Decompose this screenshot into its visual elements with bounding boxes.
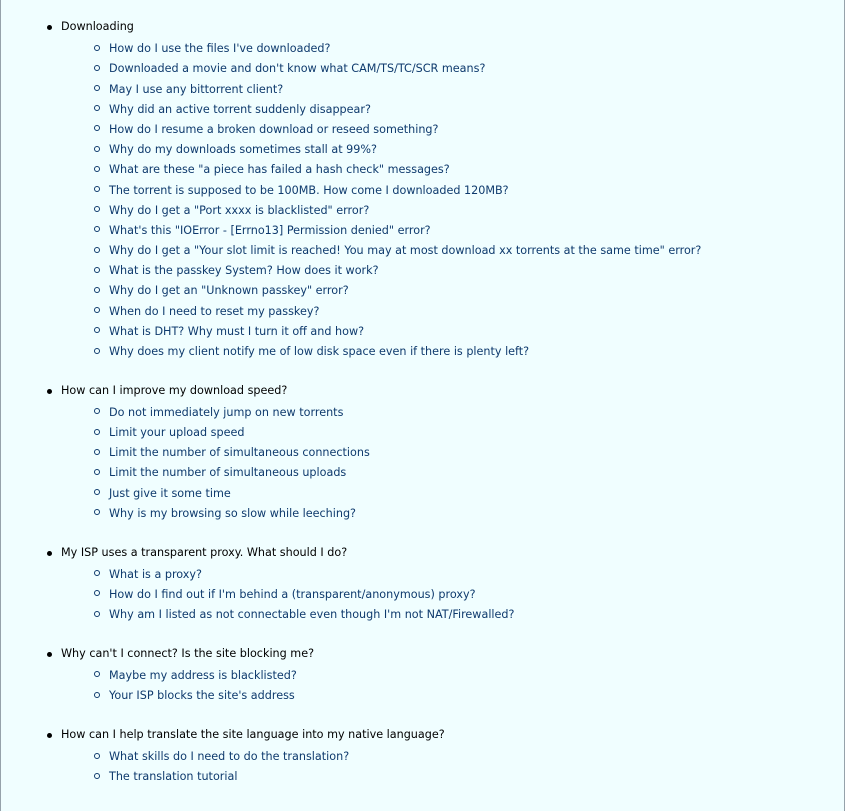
- circle-bullet-icon: [94, 590, 100, 596]
- list-item: [1, 482, 844, 502]
- faq-section-list: [1, 0, 844, 785]
- faq-section-cant-connect: [1, 644, 844, 705]
- circle-bullet-icon: [94, 429, 100, 435]
- list-item: [1, 259, 844, 279]
- circle-bullet-icon: [94, 469, 100, 475]
- circle-bullet-icon: [94, 166, 100, 172]
- circle-bullet-icon: [94, 45, 100, 51]
- circle-bullet-icon: [94, 247, 100, 253]
- list-item: [1, 219, 844, 239]
- circle-bullet-icon: [94, 611, 100, 617]
- circle-bullet-icon: [94, 327, 100, 333]
- faq-question-link[interactable]: Why do I get a "Your slot limit is reached! You may at most download xx torrents at the same time" error?: [109, 244, 702, 258]
- circle-bullet-icon: [94, 692, 100, 698]
- faq-section-downloading: [1, 17, 844, 360]
- list-item: [1, 441, 844, 461]
- list-item: [1, 239, 844, 259]
- faq-question-list: [1, 37, 844, 360]
- disc-bullet-icon: [47, 389, 52, 394]
- faq-question-link[interactable]: The torrent is supposed to be 100MB. How come I downloaded 120MB?: [109, 183, 509, 197]
- section-title: [1, 17, 844, 37]
- list-item: [1, 684, 844, 704]
- circle-bullet-icon: [94, 287, 100, 293]
- faq-question-link[interactable]: What is the passkey System? How does it work?: [109, 264, 379, 278]
- list-item: [1, 279, 844, 299]
- faq-question-link[interactable]: Why do I get a "Port xxxx is blacklisted" error?: [109, 203, 370, 217]
- faq-question-link[interactable]: Maybe my address is blacklisted?: [109, 668, 297, 682]
- list-item: [1, 320, 844, 340]
- faq-question-list: [1, 401, 844, 522]
- faq-question-link[interactable]: Your ISP blocks the site's address: [109, 689, 295, 703]
- list-item: [1, 421, 844, 441]
- faq-question-link[interactable]: Why am I listed as not connectable even though I'm not NAT/Firewalled?: [109, 608, 515, 622]
- list-item: [1, 78, 844, 98]
- faq-question-link[interactable]: Limit the number of simultaneous uploads: [109, 466, 347, 480]
- list-item: [1, 745, 844, 765]
- section-title-text: Why can't I connect? Is the site blocking me?: [61, 646, 315, 660]
- circle-bullet-icon: [94, 206, 100, 212]
- faq-question-link[interactable]: Just give it some time: [109, 486, 231, 500]
- list-item: [1, 57, 844, 77]
- circle-bullet-icon: [94, 267, 100, 273]
- faq-section-transparent-proxy: [1, 543, 844, 624]
- faq-question-link[interactable]: Why do my downloads sometimes stall at 99%?: [109, 143, 377, 157]
- faq-section-translate: [1, 725, 844, 786]
- faq-question-link[interactable]: Why did an active torrent suddenly disappear?: [109, 102, 371, 116]
- section-title-text: My ISP uses a transparent proxy. What should I do?: [61, 545, 348, 559]
- circle-bullet-icon: [94, 753, 100, 759]
- faq-question-link[interactable]: What is a proxy?: [109, 567, 202, 581]
- faq-question-link[interactable]: Why is my browsing so slow while leeching?: [109, 506, 356, 520]
- faq-question-list: [1, 664, 844, 704]
- list-item: [1, 502, 844, 522]
- faq-question-link[interactable]: Why do I get an "Unknown passkey" error?: [109, 284, 349, 298]
- faq-question-link[interactable]: Limit the number of simultaneous connections: [109, 446, 370, 460]
- list-item: [1, 583, 844, 603]
- faq-question-link[interactable]: What are these "a piece has failed a hash check" messages?: [109, 163, 450, 177]
- list-item: [1, 664, 844, 684]
- circle-bullet-icon: [94, 105, 100, 111]
- circle-bullet-icon: [94, 307, 100, 313]
- circle-bullet-icon: [94, 125, 100, 131]
- section-title: [1, 725, 844, 745]
- circle-bullet-icon: [94, 348, 100, 354]
- faq-question-link[interactable]: When do I need to reset my passkey?: [109, 304, 320, 318]
- section-title-text: How can I help translate the site language into my native language?: [61, 727, 445, 741]
- circle-bullet-icon: [94, 186, 100, 192]
- faq-question-list: [1, 745, 844, 785]
- list-item: [1, 563, 844, 583]
- faq-question-link[interactable]: Why does my client notify me of low disk space even if there is plenty left?: [109, 345, 530, 358]
- list-item: [1, 461, 844, 481]
- disc-bullet-icon: [47, 551, 52, 556]
- section-title: [1, 543, 844, 563]
- circle-bullet-icon: [94, 226, 100, 232]
- list-item: [1, 158, 844, 178]
- circle-bullet-icon: [94, 449, 100, 455]
- faq-question-link[interactable]: Downloaded a movie and don't know what CAM/TS/TC/SCR means?: [109, 62, 486, 76]
- faq-question-link[interactable]: What skills do I need to do the translation?: [109, 750, 350, 763]
- disc-bullet-icon: [47, 652, 52, 657]
- list-item: [1, 199, 844, 219]
- circle-bullet-icon: [94, 65, 100, 71]
- faq-question-link[interactable]: Limit your upload speed: [109, 426, 245, 440]
- list-item: [1, 138, 844, 158]
- section-title: [1, 381, 844, 401]
- faq-question-link[interactable]: How do I resume a broken download or reseed something?: [109, 122, 439, 136]
- list-item: [1, 401, 844, 421]
- faq-question-link[interactable]: Do not immediately jump on new torrents: [109, 405, 344, 419]
- section-title: [1, 644, 844, 664]
- list-item: [1, 300, 844, 320]
- faq-section-download-speed: [1, 381, 844, 522]
- faq-question-link[interactable]: How do I find out if I'm behind a (transparent/anonymous) proxy?: [109, 587, 476, 601]
- faq-question-link[interactable]: What is DHT? Why must I turn it off and how?: [109, 324, 365, 338]
- list-item: [1, 765, 844, 785]
- circle-bullet-icon: [94, 146, 100, 152]
- faq-question-link[interactable]: The translation tutorial: [109, 770, 238, 784]
- faq-question-link[interactable]: What's this "IOError - [Errno13] Permission denied" error?: [109, 223, 431, 237]
- circle-bullet-icon: [94, 671, 100, 677]
- circle-bullet-icon: [94, 408, 100, 414]
- section-title-text: Downloading: [61, 20, 134, 33]
- circle-bullet-icon: [94, 85, 100, 91]
- circle-bullet-icon: [94, 489, 100, 495]
- list-item: [1, 37, 844, 57]
- faq-question-link[interactable]: How do I use the files I've downloaded?: [109, 42, 331, 56]
- list-item: [1, 98, 844, 118]
- list-item: [1, 179, 844, 199]
- list-item: [1, 118, 844, 138]
- section-title-text: How can I improve my download speed?: [61, 383, 288, 397]
- disc-bullet-icon: [47, 25, 52, 30]
- faq-question-list: [1, 563, 844, 624]
- circle-bullet-icon: [94, 509, 100, 515]
- list-item: [1, 340, 844, 360]
- faq-question-link[interactable]: May I use any bittorrent client?: [109, 82, 284, 96]
- disc-bullet-icon: [47, 733, 52, 738]
- circle-bullet-icon: [94, 773, 100, 779]
- circle-bullet-icon: [94, 570, 100, 576]
- list-item: [1, 603, 844, 623]
